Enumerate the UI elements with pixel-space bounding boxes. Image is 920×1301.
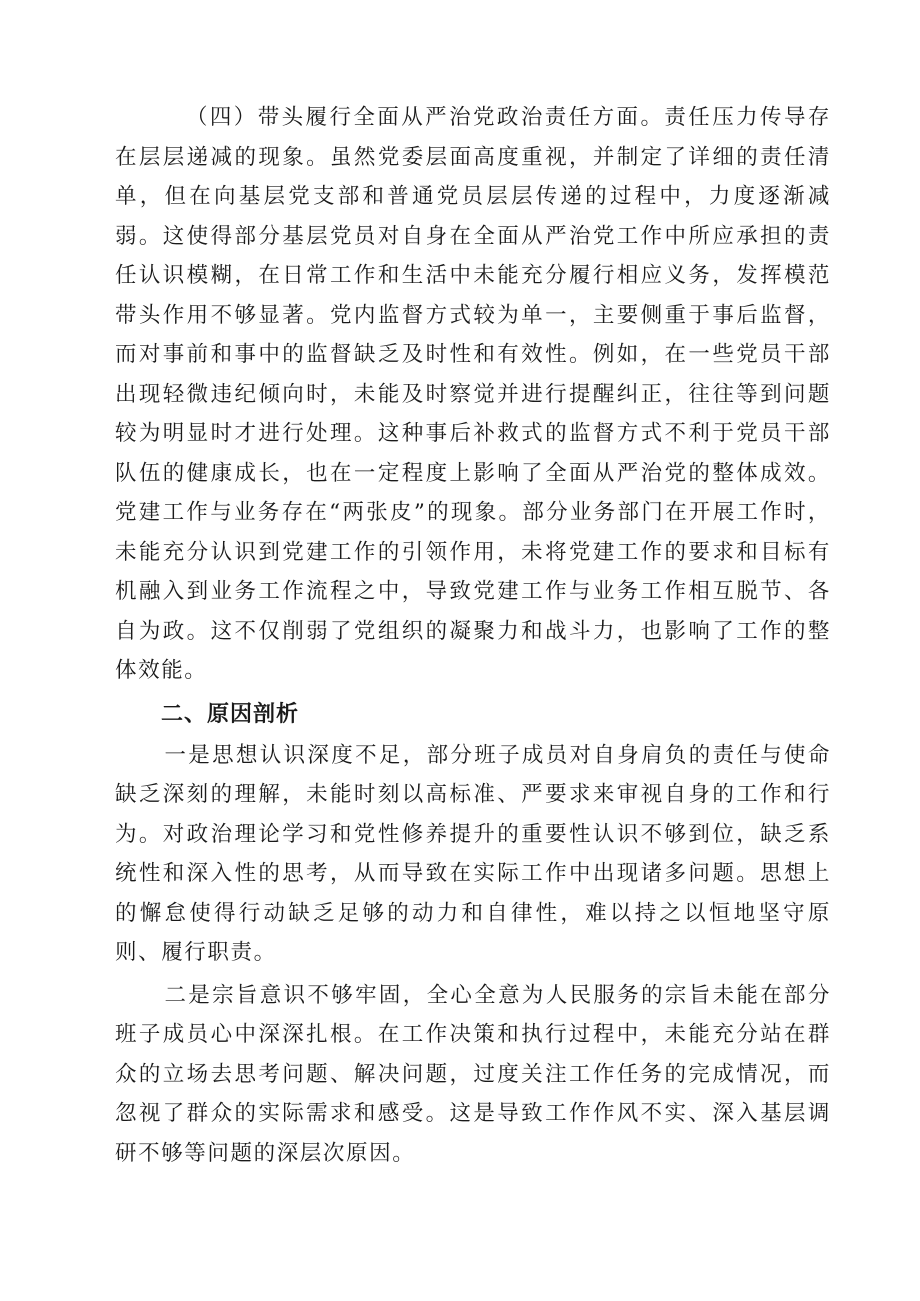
cause-paragraph-2: 二是宗旨意识不够牢固，全心全意为人民服务的宗旨未能在部分班子成员心中深深扎根。在工作决策和执行过程中，未能充分站在群众的立场去思考问题、解决问题，过度关注工作任务的完成情况，而忽视了群众的实际需求和感受。这是导致工作作风不实、深入基层调研不够等问题的深层次原因。: [115, 982, 831, 1166]
document-body: [115, 98, 831, 1173]
cause-paragraph-1: 一是思想认识深度不足，部分班子成员对自身肩负的责任与使命缺乏深刻的理解，未能时刻以高标准、严要求来审视自身的工作和行为。对政治理论学习和党性修养提升的重要性认识不够到位，缺乏系统性和深入性的思考，从而导致在实际工作中出现诸多问题。思想上的懈怠使得行动缺乏足够的动力和自律性，难以持之以恒地坚守原则、履行职责。: [115, 742, 831, 965]
section-4-paragraph: （四）带头履行全面从严治党政治责任方面。责任压力传导存在层层递减的现象。虽然党委层面高度重视，并制定了详细的责任清单，但在向基层党支部和普通党员层层传递的过程中，力度逐渐减弱。这使得部分基层党员对自身在全面从严治党工作中所应承担的责任认识模糊，在日常工作和生活中未能充分履行相应义务，发挥模范带头作用不够显著。党内监督方式较为单一，主要侧重于事后监督，而对事前和事中的监督缺乏及时性和有效性。例如，在一些党员干部出现轻微违纪倾向时，未能及时察觉并进行提醒纠正，往往等到问题较为明显时才进行处理。这种事后补救式的监督方式不利于党员干部队伍的健康成长，也在一定程度上影响了全面从严治党的整体成效。党建工作与业务存在“两张皮”的现象。部分业务部门在开展工作时，未能充分认识到党建工作的引领作用，未将党建工作的要求和目标有机融入到业务工作流程之中，导致党建工作与业务工作相互脱节、各自为政。这不仅削弱了党组织的凝聚力和战斗力，也影响了工作的整体效能。: [115, 105, 831, 683]
section-heading-cause-analysis: 二、原因剖析: [161, 701, 300, 727]
